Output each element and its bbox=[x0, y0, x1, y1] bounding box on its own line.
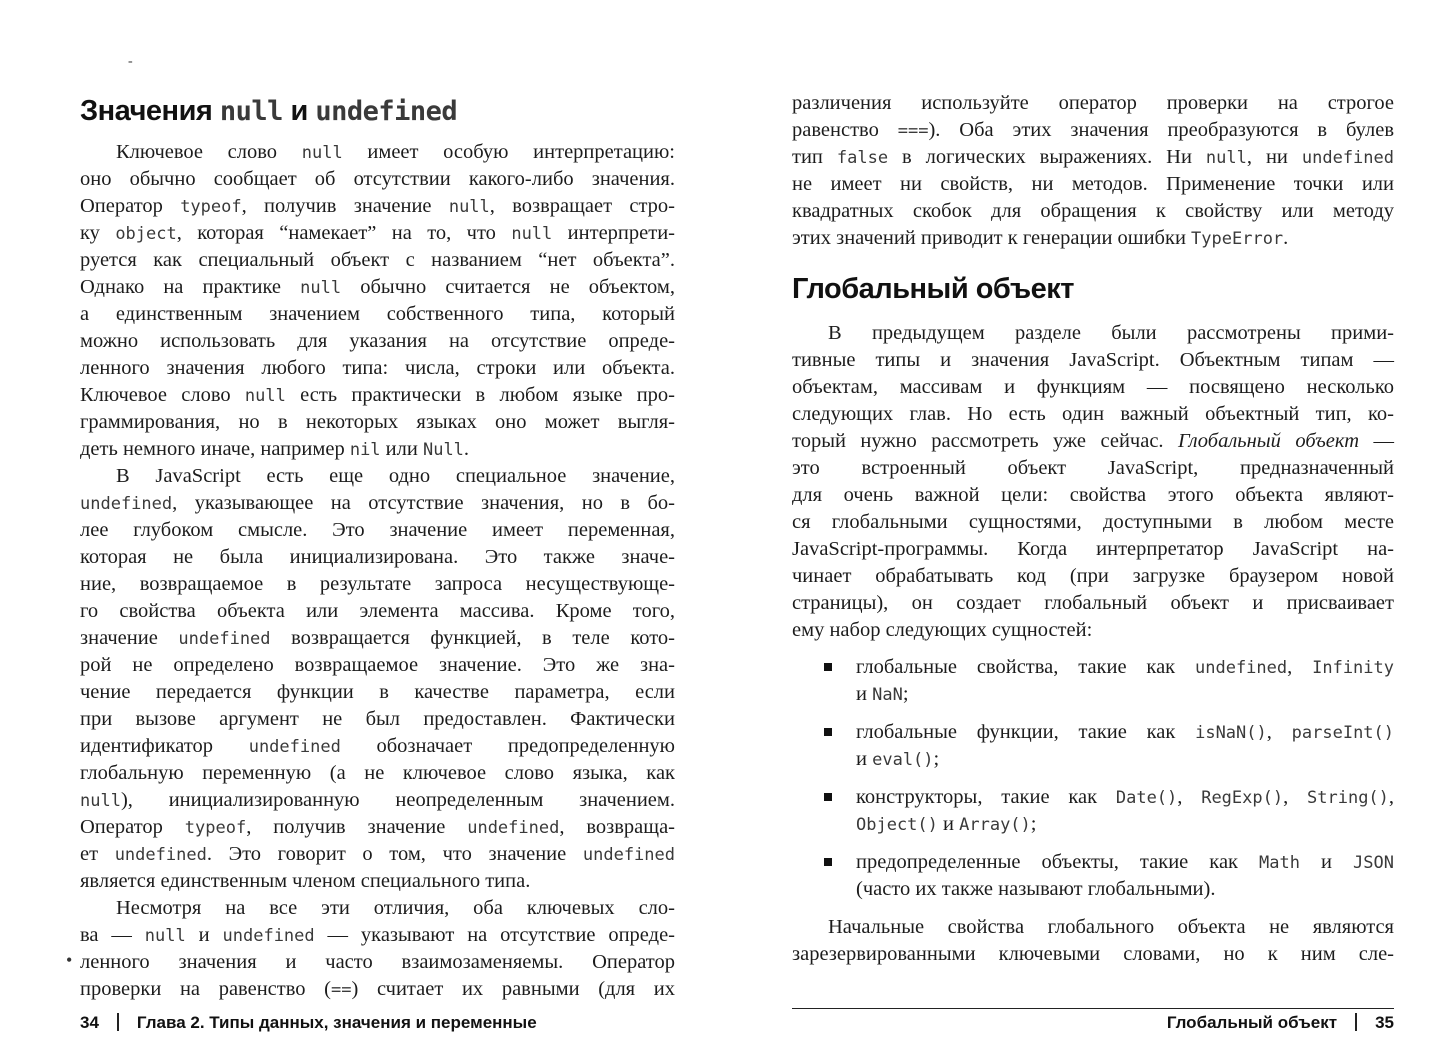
global-entities-list bbox=[792, 654, 1394, 903]
paragraph-null: Ключевое слово null имеет особую интерпретацию: оно обычно сообщает об отсутствии какого-либо значения. Оператор typeof, получив значение null, возвращает стро- ку object, которая “намекает” на то, что null интерпрети- руется как специальный объект с названием “нет объекта”. Однако на практике null обычно считается не объектом, а единственным значением собственного типа, который можно использовать для указания на отсутствие опреде- ленного значения любого типа: числа, строки или объекта. Ключевое слово null есть практически в любом языке про- граммирования, но в некоторых языках оно может выгля- деть немного иначе, например nil или Null. bbox=[80, 141, 675, 460]
paragraph-undefined: В JavaScript есть еще одно специальное значение, undefined, указывающее на отсутствие значения, но в бо- лее глубоком смысле. Это значение имеет переменная, которая не была инициализирована. Это также значе- ние, возвращаемое в результате запроса несуществующе- го свойства объекта или элемента массива. Кроме того, значение undefined возвращается функцией, в теле кото- рой не определено возвращаемое значение. Это же зна- чение передается функции в качестве параметра, если при вызове аргумент не был предоставлен. Фактически идентификатор undefined обозначает предопределенную глобальную переменную (а не ключевое слово языка, как null), инициализированную неопределенным значением. Оператор typeof, получив значение undefined, возвраща- ет undefined. Это говорит о том, что значение undefined является единственным членом специального типа. bbox=[80, 465, 675, 892]
footer-separator bbox=[117, 1013, 119, 1031]
footer-separator bbox=[1355, 1013, 1357, 1031]
paragraph-initial-properties: Начальные свойства глобального объекта не являются зарезервированными ключевыми словами, но к ним сле- bbox=[792, 916, 1394, 965]
page-number: 35 bbox=[1375, 1013, 1394, 1032]
stray-mark: - bbox=[128, 54, 133, 69]
paragraph-differences: Несмотря на все эти отличия, оба ключевых сло- ва — null и undefined — указывают на отсутствие опреде- ленного значения и часто взаимозаменяемы. Оператор проверки на равенство (==) считает их равными (для их bbox=[80, 897, 675, 1000]
bullet-icon bbox=[824, 663, 832, 671]
footer-rule bbox=[792, 1008, 1394, 1009]
bullet-icon bbox=[824, 793, 832, 801]
right-column bbox=[792, 90, 1394, 968]
section-heading-global-object: Глобальный объект bbox=[792, 273, 1074, 305]
paragraph-continuation: различения используйте оператор проверки на строгое равенство ===). Оба этих значения преобразуются в булев тип false в логических выражениях. Ни null, ни undefined не имеет ни свойств, ни методов. Применение точки или квадратных скобок для обращения к свойству или методу этих значений приводит к генерации ошибки TypeError. bbox=[792, 92, 1395, 249]
running-head-chapter: Глава 2. Типы данных, значения и переменные bbox=[136, 1013, 537, 1032]
running-head-section: Глобальный объект bbox=[1166, 1013, 1338, 1032]
left-column bbox=[80, 92, 675, 1003]
bullet-icon bbox=[824, 858, 832, 866]
list-item: глобальные свойства, такие как undefined, Infinity и NaN; bbox=[792, 654, 1394, 708]
right-page-footer bbox=[792, 1010, 1394, 1036]
left-page-footer bbox=[80, 1010, 675, 1036]
stray-mark: • bbox=[66, 950, 73, 970]
right-page bbox=[728, 0, 1456, 1045]
bullet-icon bbox=[824, 728, 832, 736]
list-item: конструкторы, такие как Date(), RegExp(), String(), Object() и Array(); bbox=[792, 784, 1394, 838]
page-number: 34 bbox=[80, 1013, 99, 1032]
list-item: глобальные функции, такие как isNaN(), parseInt() и eval(); bbox=[792, 719, 1394, 773]
list-item: предопределенные объекты, такие как Math и JSON (часто их также называют глобальными). bbox=[792, 849, 1394, 903]
section-heading-null-undefined: Значения null и undefined bbox=[80, 95, 458, 127]
paragraph-global-object: В предыдущем разделе были рассмотрены прими- тивные типы и значения JavaScript. Объектным типам — объектам, массивам и функциям — посвящено несколько следующих глав. Но есть один важный объектный тип, ко- торый нужно рассмотреть уже сейчас. Глобальный объект — это встроенный объект JavaScript, предназначенный для очень важной цели: свойства этого объекта являют- ся глобальными сущностями, доступными в любом месте JavaScript-программы. Когда интерпретатор JavaScript на- чинает обрабатывать код (при загрузке браузером новой страницы), он создает глобальный объект и присваивает ему набор следующих сущностей: bbox=[792, 322, 1395, 641]
